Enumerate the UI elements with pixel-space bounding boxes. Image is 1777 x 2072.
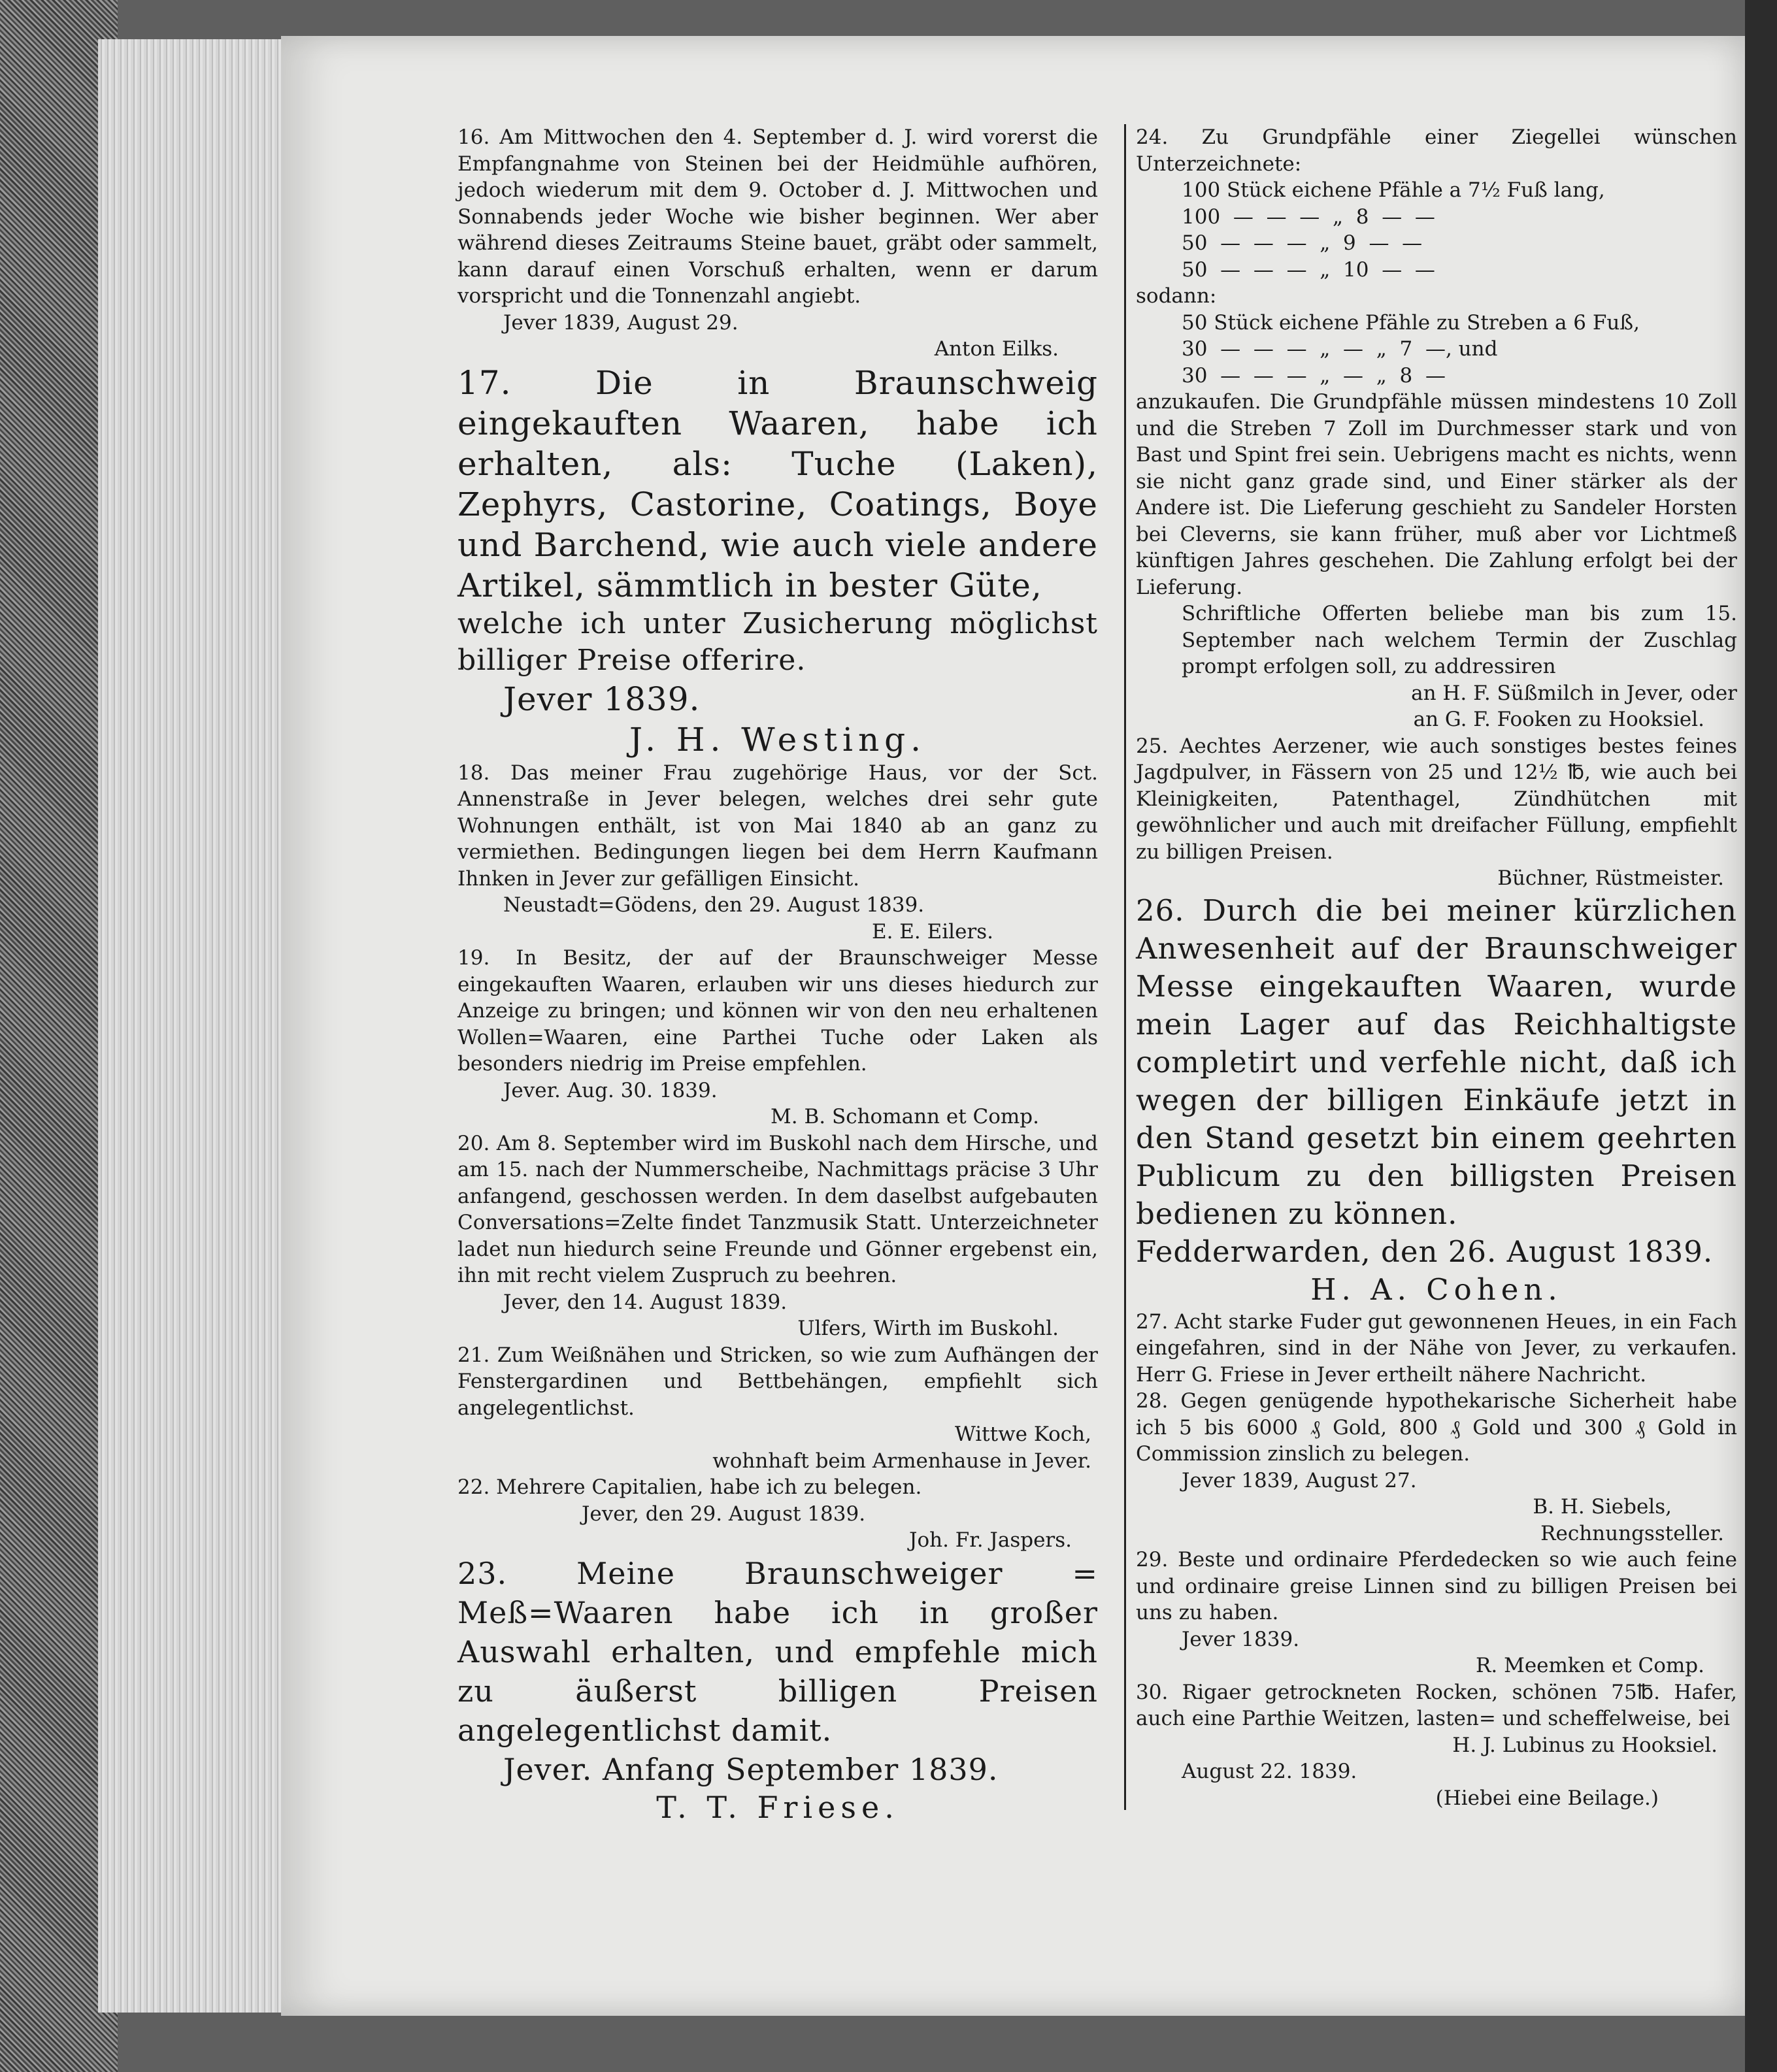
notice-23-signature: T. T. Friese. (656, 1789, 899, 1825)
left-column (457, 124, 1098, 1826)
notice-22-signature: Joh. Fr. Jaspers. (909, 1528, 1072, 1552)
notice-21-address: wohnhaft beim Armenhause in Jever. (712, 1449, 1091, 1473)
notice-24-row: 50 — — — „ 9 — — (1182, 231, 1423, 255)
notice-24-row: 30 — — — „ — „ 7 —, und (1182, 337, 1498, 361)
page-stack-edge (98, 39, 301, 2013)
notice-26-signature: H. A. Cohen. (1310, 1272, 1563, 1307)
notice-16-signature: Anton Eilks. (934, 337, 1059, 361)
notice-27: 27. Acht starke Fuder gut gewonnenen Heues, in ein Fach eingefahren, sind in der Nähe von Jever, zu verkaufen. Herr G. Friese in Jever ertheilt nähere Nachricht. (1136, 1309, 1737, 1387)
notice-24-address-1: an H. F. Süßmilch in Jever, oder (1411, 681, 1737, 705)
notice-18-place: Neustadt=Gödens, den 29. August 1839. (503, 893, 925, 917)
notice-28-title: Rechnungssteller. (1540, 1521, 1724, 1545)
notice-20-signature: Ulfers, Wirth im Buskohl. (797, 1317, 1059, 1340)
column-divider (1124, 124, 1126, 1810)
notice-18: 18. Das meiner Frau zugehörige Haus, vor der Sct. Annenstraße in Jever belegen, welches drei sehr gute Wohnungen enthält, ist von Mai 1840 ab an ganz zu vermiethen. Bedingungen liegen bei dem Herrn Kaufmann Ihnken in Jever zur gefälligen Einsicht. (457, 761, 1098, 891)
notice-22-place: Jever, den 29. August 1839. (582, 1502, 866, 1526)
notice-29: 29. Beste und ordinaire Pferdedecken so wie auch feine und ordinaire greise Linnen sind zu billigen Preisen bei uns zu haben. (1136, 1548, 1737, 1624)
scan-border (1745, 0, 1777, 2072)
notice-20-place: Jever, den 14. August 1839. (503, 1290, 788, 1314)
notice-23: 23. Meine Braunschweiger = Meß=Waaren habe ich in großer Auswahl erhalten, und empfehle mich zu äußerst billigen Preisen angelegentlichst damit. (457, 1555, 1098, 1748)
notice-24-intro: 24. Zu Grundpfähle einer Ziegellei wünschen Unterzeichnete: (1136, 125, 1737, 176)
notice-28-signature: B. H. Siebels, (1533, 1495, 1672, 1519)
notice-19-signature: M. B. Schomann et Comp. (771, 1105, 1039, 1128)
notice-28: 28. Gegen genügende hypothekarische Sicherheit habe ich 5 bis 6000 ₰ Gold, 800 ₰ Gold und 300 ₰ Gold in Commission zinslich zu belegen. (1136, 1389, 1737, 1466)
notice-30-signature: H. J. Lubinus zu Hooksiel. (1452, 1733, 1718, 1757)
notice-30: 30. Rigaer getrockneten Rocken, schönen 75℔. Hafer, auch eine Parthie Weitzen, lasten= und scheffelweise, bei (1136, 1680, 1737, 1730)
notice-25: 25. Aechtes Aerzener, wie auch sonstiges bestes feines Jagdpulver, in Fässern von 25 und 12½ ℔, wie auch bei Kleinigkeiten, Patenthagel, Zündhütchen mit gewöhnlicher und auch mit dreifacher Füllung, empfiehlt zu billigen Preisen. (1136, 734, 1737, 864)
notice-25-signature: Büchner, Rüstmeister. (1497, 866, 1724, 890)
notice-30-place: August 22. 1839. (1182, 1760, 1357, 1783)
notice-23-place: Jever. Anfang September 1839. (503, 1751, 999, 1787)
notice-26-place: Fedderwarden, den 26. August 1839. (1136, 1234, 1714, 1269)
notice-24-text: anzukaufen. Die Grundpfähle müssen mindestens 10 Zoll und die Streben 7 Zoll im Durchmesser stark und von Bast und Spint frei sein. Uebrigens macht es nichts, wenn sie nicht ganz grade sind, und Einer stärker als der Andere ist. Die Lieferung geschieht zu Sandeler Horsten bei Cleverns, sie kann früher, muß aber vor Lichtmeß künftigen Jahres geschehen. Die Zahlung erfolgt bei der Lieferung. (1136, 390, 1737, 599)
notice-21-signature: Wittwe Koch, (954, 1422, 1091, 1446)
notice-24-address-2: an G. F. Fooken zu Hooksiel. (1413, 708, 1704, 731)
notice-17-place: Jever 1839. (503, 680, 701, 718)
notice-29-place: Jever 1839. (1182, 1627, 1300, 1651)
notice-19-place: Jever. Aug. 30. 1839. (503, 1078, 718, 1102)
notice-21: 21. Zum Weißnähen und Stricken, so wie zum Aufhängen der Fenstergardinen und Bettbehängen, empfiehlt sich angelegentlichst. (457, 1343, 1098, 1420)
notice-18-signature: E. E. Eilers. (871, 919, 993, 944)
notice-17-b: welche ich unter Zusicherung möglichst billiger Preise offerire. (457, 606, 1098, 677)
notice-20: 20. Am 8. September wird im Buskohl nach dem Hirsche, und am 15. nach der Nummerscheibe, Nachmittags präcise 3 Uhr anfangend, geschossen werden. In dem daselbst aufgebauten Conversations=Zelte findet Tanzmusik Statt. Unterzeichneter ladet nun hiedurch seine Freunde und Gönner ergebenst ein, ihn mit recht vielem Zuspruch zu beehren. (457, 1131, 1098, 1287)
notice-24-text-2: Schriftliche Offerten beliebe man bis zum 15. September nach welchem Termin der Zuschlag prompt erfolgen soll, zu addressiren (1182, 602, 1737, 678)
notice-17-signature: J. H. Westing. (629, 720, 927, 759)
notice-22: 22. Mehrere Capitalien, habe ich zu belegen. (457, 1475, 922, 1499)
notice-17-a: 17. Die in Braunschweig eingekauften Waaren, habe ich erhalten, als: Tuche (Laken), Zephyrs, Castorine, Coatings, Boye und Barchend, wie auch viele andere Artikel, sämmtlich in bester Güte, (457, 363, 1098, 604)
notice-24-row: 100 — — — „ 8 — — (1182, 205, 1435, 229)
notice-26: 26. Durch die bei meiner kürzlichen Anwesenheit auf der Braunschweiger Messe eingekauften Waaren, wurde mein Lager auf das Reichhaltigste completirt und verfehle nicht, daß ich wegen der billigen Einkäufe jetzt in den Stand gesetzt bin einem geehrten Publicum zu den billigsten Preisen bedienen zu können. (1136, 893, 1737, 1231)
notice-19: 19. In Besitz, der auf der Braunschweiger Messe eingekauften Waaren, erlauben wir uns dieses hiedurch zur Anzeige zu bringen; und können wir von den neu erhaltenen Wollen=Waaren, eine Parthei Tuche oder Laken als besonders niedrig im Preise empfehlen. (457, 946, 1098, 1076)
notice-24-row: 100 Stück eichene Pfähle a 7½ Fuß lang, (1182, 178, 1605, 202)
notice-24-sodann: sodann: (1136, 284, 1217, 308)
notice-24-row: 30 — — — „ — „ 8 — (1182, 363, 1446, 387)
notice-29-signature: R. Meemken et Comp. (1476, 1654, 1704, 1677)
notice-24-row: 50 Stück eichene Pfähle zu Streben a 6 Fuß, (1182, 310, 1640, 335)
notice-16-place: Jever 1839, August 29. (503, 310, 739, 335)
notice-24-row: 50 — — — „ 10 — — (1182, 257, 1435, 282)
footer-note: (Hiebei eine Beilage.) (1435, 1786, 1659, 1810)
right-column (1136, 124, 1737, 1811)
notice-28-place: Jever 1839, August 27. (1182, 1468, 1417, 1492)
notice-16: 16. Am Mittwochen den 4. September d. J. wird vorerst die Empfangnahme von Steinen bei der Heidmühle aufhören, jedoch wiederum mit dem 9. October d. J. Mittwochen und Sonnabends jeder Woche wie bisher beginnen. Wer aber während dieses Zeitraums Steine bauet, gräbt oder sammelt, kann darauf einen Vorschuß erhalten, wenn er darum vorspricht und die Tonnenzahl angiebt. (457, 125, 1098, 308)
